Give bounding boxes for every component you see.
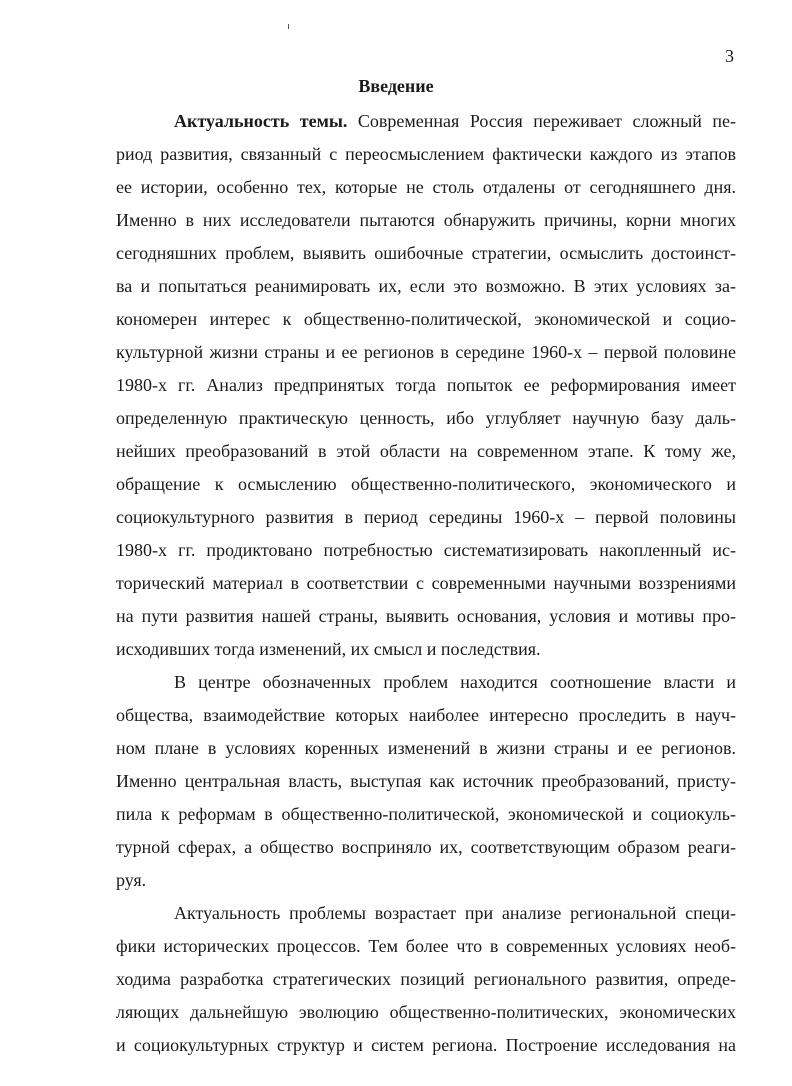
paragraph-3-line-2: фики исторических процессов. Тем более что в современных условиях необ- bbox=[116, 936, 736, 956]
paragraph-3-line-3: ходима разработка стратегических позиций регионального развития, опреде- bbox=[116, 969, 736, 989]
paragraph-1-line-15: торический материал в соответствии с современными научными воззрениями bbox=[116, 573, 736, 593]
paragraph-2-line-7: руя. bbox=[116, 870, 147, 890]
page-title: Введение bbox=[358, 76, 434, 96]
paragraph-1-line-14: 1980-х гг. продиктовано потребностью систематизировать накопленный ис- bbox=[116, 540, 736, 560]
paragraph-1-line-1 bbox=[174, 106, 736, 136]
paragraph-1-line-11: нейших преобразований в этой области на современном этапе. К тому же, bbox=[116, 441, 736, 461]
scan-speck bbox=[288, 24, 289, 29]
paragraph-2-line-5: пила к реформам в общественно-политической, экономической и социокуль- bbox=[116, 804, 736, 824]
paragraph-1-line-10: определенную практическую ценность, ибо углубляет научную базу даль- bbox=[116, 408, 736, 428]
paragraph-1-line-5: сегодняшних проблем, выявить ошибочные стратегии, осмыслить достоинст- bbox=[116, 243, 736, 263]
paragraph-3-line-4: ляющих дальнейшую эволюцию общественно-политических, экономических bbox=[116, 1002, 736, 1022]
paragraph-1-line-12: обращение к осмыслению общественно-политического, экономического и bbox=[116, 474, 736, 494]
paragraph-1-line-1-text: Современная Россия переживает сложный пе- bbox=[347, 111, 736, 131]
paragraph-2-line-6: турной сферах, а общество восприняло их, соответствующим образом реаги- bbox=[116, 837, 736, 857]
paragraph-1-line-17: исходивших тогда изменений, их смысл и последствия. bbox=[116, 639, 541, 659]
paragraph-2-line-2: общества, взаимодействие которых наиболее интересно проследить в науч- bbox=[116, 705, 736, 725]
paragraph-3-line-1: Актуальность проблемы возрастает при анализе региональной специ- bbox=[174, 903, 736, 923]
paragraph-1-line-7: кономерен интерес к общественно-политической, экономической и социо- bbox=[116, 309, 736, 329]
paragraph-1-line-9: 1980-х гг. Анализ предпринятых тогда попыток ее реформирования имеет bbox=[116, 375, 736, 395]
paragraph-1-line-6: ва и попытаться реанимировать их, если это возможно. В этих условиях за- bbox=[116, 276, 736, 296]
paragraph-1-line-16: на пути развития нашей страны, выявить основания, условия и мотивы про- bbox=[116, 606, 736, 626]
paragraph-1-line-4: Именно в них исследователи пытаются обнаружить причины, корни многих bbox=[116, 210, 736, 230]
paragraph-2-line-1: В центре обозначенных проблем находится соотношение власти и bbox=[174, 672, 736, 692]
paragraph-1-lead: Актуальность темы. bbox=[174, 111, 348, 131]
paragraph-1-line-13: социокультурного развития в период середины 1960-х – первой половины bbox=[116, 507, 736, 527]
paragraph-1-line-3: ее истории, особенно тех, которые не столь отдалены от сегодняшнего дня. bbox=[116, 177, 736, 197]
paragraph-2-line-4: Именно центральная власть, выступая как источник преобразований, присту- bbox=[116, 771, 736, 791]
page-number: 3 bbox=[725, 46, 734, 66]
paragraph-1-line-2: риод развития, связанный с переосмыслением фактически каждого из этапов bbox=[116, 144, 736, 164]
paragraph-1-line-8: культурной жизни страны и ее регионов в середине 1960-х – первой половине bbox=[116, 342, 736, 362]
paragraph-2-line-3: ном плане в условиях коренных изменений в жизни страны и ее регионов. bbox=[116, 738, 736, 758]
paragraph-3-line-5: и социокультурных структур и систем региона. Построение исследования на bbox=[116, 1035, 736, 1055]
